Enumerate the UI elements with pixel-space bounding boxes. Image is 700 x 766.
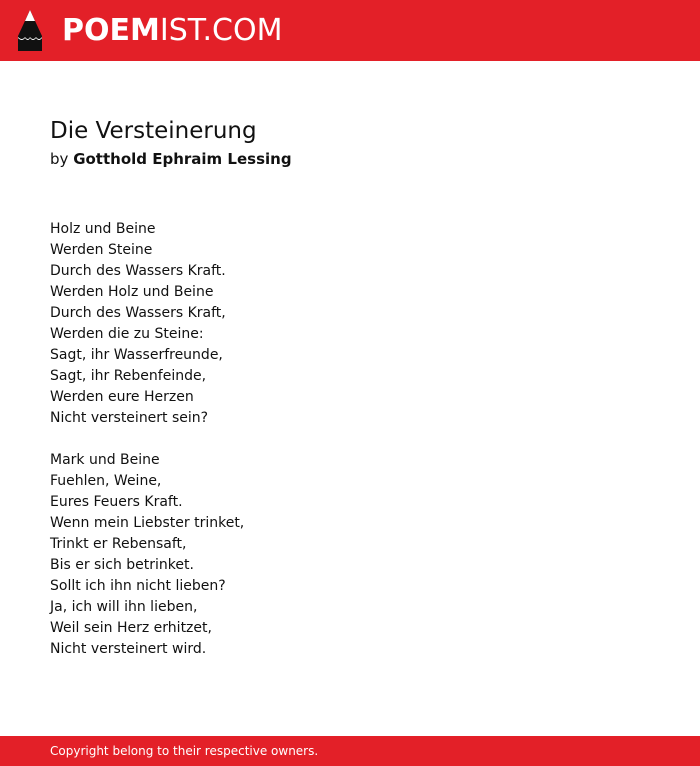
stanza-2 [50,450,244,660]
site-logo[interactable] [62,11,282,51]
poem-line: Werden Steine [50,242,153,258]
poem-line: Werden eure Herzen [50,389,194,405]
poem-line: Trinkt er Rebensaft, [50,536,187,552]
pencil-tip-icon[interactable] [17,9,43,52]
poem-line: Sollt ich ihn nicht lieben? [50,578,226,594]
poem-line: Sagt, ihr Rebenfeinde, [50,368,207,384]
site-header [0,0,700,61]
poem-line: Nicht versteinert wird. [50,641,207,657]
logo-light-text: IST.COM [159,13,283,48]
poem-line: Sagt, ihr Wasserfreunde, [50,347,223,363]
poem-line: Eures Feuers Kraft. [50,494,183,510]
poem-line: Fuehlen, Weine, [50,473,162,489]
poem-line: Holz und Beine [50,221,156,237]
poem-line: Weil sein Herz erhitzet, [50,620,212,636]
logo-bold-text: POEM [62,13,160,48]
poem-line: Durch des Wassers Kraft, [50,305,226,321]
poem-line: Mark und Beine [50,452,160,468]
poem-line: Werden Holz und Beine [50,284,214,300]
byline [50,149,292,169]
poem-body [50,219,244,681]
poem-line: Nicht versteinert sein? [50,410,209,426]
poem-line: Werden die zu Steine: [50,326,204,342]
poem-title: Die Versteinerung [50,118,257,144]
author-name: Gotthold Ephraim Lessing [73,150,292,168]
stanza-1 [50,219,244,429]
by-label: by [50,150,69,168]
poem-line: Ja, ich will ihn lieben, [50,599,198,615]
copyright-text: Copyright belong to their respective owners. [50,744,319,758]
poem-line: Wenn mein Liebster trinket, [50,515,245,531]
poem-line: Bis er sich betrinket. [50,557,194,573]
poem-line: Durch des Wassers Kraft. [50,263,226,279]
site-footer [0,736,700,766]
